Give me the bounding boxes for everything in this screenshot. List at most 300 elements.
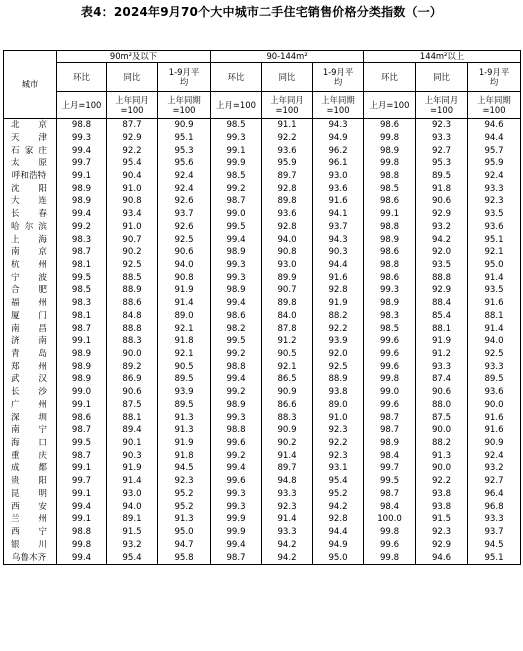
table-row <box>4 144 521 157</box>
value-cell: 92.1 <box>468 246 521 259</box>
table-row <box>4 297 521 310</box>
value-cell: 91.4 <box>107 475 158 488</box>
city-name: 重 庆 <box>11 450 47 461</box>
city-cell <box>4 424 57 437</box>
value-cell: 99.1 <box>364 208 416 221</box>
city-name: 银 川 <box>11 539 47 550</box>
value-cell: 99.1 <box>57 399 107 412</box>
city-cell <box>4 195 57 208</box>
city-name: 乌鲁木齐 <box>11 552 47 563</box>
city-name: 沈 阳 <box>11 183 47 194</box>
value-cell: 94.6 <box>468 119 521 132</box>
value-cell: 91.9 <box>313 297 364 310</box>
subcolumn-header: 环比 <box>364 63 416 92</box>
value-cell: 92.4 <box>468 170 521 183</box>
table-row <box>4 526 521 539</box>
value-cell: 90.2 <box>262 437 313 450</box>
value-cell: 88.4 <box>416 297 468 310</box>
table-title: 表4：2024年9月70个大中城市二手住宅销售价格分类指数（一） <box>80 5 443 19</box>
value-cell: 94.6 <box>416 551 468 564</box>
value-cell: 88.3 <box>107 335 158 348</box>
value-cell: 99.1 <box>57 488 107 501</box>
value-cell: 93.5 <box>468 284 521 297</box>
value-cell: 98.7 <box>211 551 262 564</box>
city-cell <box>4 501 57 514</box>
value-cell: 94.3 <box>313 119 364 132</box>
value-cell: 92.9 <box>416 539 468 552</box>
value-cell: 99.8 <box>364 373 416 386</box>
value-cell: 84.8 <box>107 310 158 323</box>
value-cell: 90.8 <box>262 246 313 259</box>
city-name: 长 沙 <box>11 387 47 398</box>
value-cell: 94.0 <box>158 259 211 272</box>
city-cell <box>4 297 57 310</box>
value-cell: 99.6 <box>211 437 262 450</box>
value-cell: 93.3 <box>262 526 313 539</box>
table-row <box>4 208 521 221</box>
table-row <box>4 399 521 412</box>
value-cell: 98.7 <box>364 488 416 501</box>
value-cell: 98.7 <box>57 323 107 336</box>
value-cell: 88.8 <box>107 323 158 336</box>
value-cell: 86.9 <box>107 373 158 386</box>
city-name: 太 原 <box>11 158 47 169</box>
value-cell: 94.3 <box>313 233 364 246</box>
value-cell: 99.1 <box>57 462 107 475</box>
value-cell: 95.2 <box>158 488 211 501</box>
city-name: 大 连 <box>11 196 47 207</box>
base-header: 上年同期=100 <box>313 92 364 119</box>
table-row <box>4 424 521 437</box>
city-cell <box>4 208 57 221</box>
value-cell: 98.5 <box>364 183 416 196</box>
city-name: 南 宁 <box>11 425 47 436</box>
value-cell: 90.0 <box>107 348 158 361</box>
subcolumn-header: 环比 <box>211 63 262 92</box>
value-cell: 92.2 <box>416 475 468 488</box>
value-cell: 99.2 <box>57 221 107 234</box>
value-cell: 92.1 <box>158 348 211 361</box>
value-cell: 89.0 <box>158 310 211 323</box>
value-cell: 92.8 <box>262 221 313 234</box>
value-cell: 92.8 <box>262 183 313 196</box>
city-cell <box>4 539 57 552</box>
value-cell: 92.3 <box>313 450 364 463</box>
city-name: 深 圳 <box>11 412 47 423</box>
value-cell: 88.2 <box>416 437 468 450</box>
value-cell: 92.4 <box>158 183 211 196</box>
value-cell: 87.5 <box>416 412 468 425</box>
value-cell: 99.7 <box>57 157 107 170</box>
value-cell: 98.3 <box>57 297 107 310</box>
value-cell: 91.6 <box>313 195 364 208</box>
table-row <box>4 310 521 323</box>
value-cell: 96.4 <box>468 488 521 501</box>
value-cell: 99.1 <box>57 513 107 526</box>
value-cell: 95.4 <box>313 475 364 488</box>
subcolumn-header: 环比 <box>57 63 107 92</box>
value-cell: 98.8 <box>57 119 107 132</box>
city-cell <box>4 437 57 450</box>
value-cell: 99.3 <box>211 259 262 272</box>
value-cell: 99.3 <box>211 412 262 425</box>
city-cell <box>4 412 57 425</box>
value-cell: 92.6 <box>158 195 211 208</box>
base-header: 上年同期=100 <box>468 92 521 119</box>
city-cell <box>4 246 57 259</box>
value-cell: 99.5 <box>211 335 262 348</box>
city-cell <box>4 183 57 196</box>
value-cell: 99.7 <box>364 462 416 475</box>
value-cell: 91.0 <box>107 221 158 234</box>
value-cell: 99.1 <box>57 170 107 183</box>
table-row <box>4 551 521 564</box>
value-cell: 89.2 <box>107 361 158 374</box>
value-cell: 90.8 <box>107 195 158 208</box>
table-row <box>4 488 521 501</box>
value-cell: 92.3 <box>262 501 313 514</box>
value-cell: 88.1 <box>107 412 158 425</box>
value-cell: 92.3 <box>416 526 468 539</box>
value-cell: 91.9 <box>416 335 468 348</box>
city-name: 宁 波 <box>11 272 47 283</box>
table-row <box>4 284 521 297</box>
value-cell: 99.0 <box>211 208 262 221</box>
value-cell: 91.8 <box>416 183 468 196</box>
value-cell: 91.6 <box>468 412 521 425</box>
value-cell: 93.3 <box>468 183 521 196</box>
value-cell: 92.2 <box>107 144 158 157</box>
value-cell: 99.4 <box>57 551 107 564</box>
value-cell: 91.4 <box>158 297 211 310</box>
value-cell: 90.2 <box>107 246 158 259</box>
value-cell: 94.5 <box>468 539 521 552</box>
value-cell: 90.6 <box>158 246 211 259</box>
value-cell: 89.5 <box>468 373 521 386</box>
value-cell: 95.3 <box>416 157 468 170</box>
value-cell: 95.2 <box>158 501 211 514</box>
table-row <box>4 386 521 399</box>
value-cell: 93.3 <box>468 361 521 374</box>
value-cell: 95.6 <box>158 157 211 170</box>
value-cell: 88.0 <box>416 399 468 412</box>
city-name: 海 口 <box>11 438 47 449</box>
city-name: 济 南 <box>11 336 47 347</box>
value-cell: 88.3 <box>262 412 313 425</box>
value-cell: 95.1 <box>468 233 521 246</box>
value-cell: 98.9 <box>211 399 262 412</box>
table-row <box>4 183 521 196</box>
value-cell: 90.0 <box>468 399 521 412</box>
city-name: 郑 州 <box>11 361 47 372</box>
city-cell <box>4 373 57 386</box>
value-cell: 91.2 <box>262 335 313 348</box>
subcolumn-header: 1-9月平均 <box>468 63 521 92</box>
value-cell: 93.7 <box>468 526 521 539</box>
city-name: 武 汉 <box>11 374 47 385</box>
value-cell: 92.3 <box>468 195 521 208</box>
city-name: 呼和浩特 <box>11 170 47 181</box>
value-cell: 93.9 <box>313 335 364 348</box>
value-cell: 99.9 <box>211 526 262 539</box>
value-cell: 95.0 <box>313 551 364 564</box>
value-cell: 91.4 <box>468 323 521 336</box>
value-cell: 99.3 <box>211 488 262 501</box>
value-cell: 91.9 <box>158 437 211 450</box>
value-cell: 94.1 <box>313 208 364 221</box>
value-cell: 99.5 <box>57 437 107 450</box>
value-cell: 100.0 <box>364 513 416 526</box>
value-cell: 98.6 <box>57 412 107 425</box>
value-cell: 91.3 <box>158 513 211 526</box>
value-cell: 93.8 <box>416 488 468 501</box>
value-cell: 99.6 <box>364 335 416 348</box>
value-cell: 90.3 <box>107 450 158 463</box>
value-cell: 92.4 <box>468 450 521 463</box>
table-row <box>4 233 521 246</box>
value-cell: 90.9 <box>262 386 313 399</box>
value-cell: 99.1 <box>57 335 107 348</box>
value-cell: 98.4 <box>364 501 416 514</box>
city-name: 兰 州 <box>11 514 47 525</box>
table-row <box>4 132 521 145</box>
value-cell: 94.9 <box>313 539 364 552</box>
city-cell <box>4 513 57 526</box>
value-cell: 93.6 <box>468 386 521 399</box>
city-cell <box>4 361 57 374</box>
value-cell: 93.6 <box>262 208 313 221</box>
value-cell: 90.7 <box>107 233 158 246</box>
table-row <box>4 246 521 259</box>
value-cell: 95.7 <box>468 144 521 157</box>
value-cell: 93.6 <box>468 221 521 234</box>
table-row <box>4 170 521 183</box>
table-row <box>4 450 521 463</box>
value-cell: 94.0 <box>107 501 158 514</box>
value-cell: 99.2 <box>211 348 262 361</box>
table-row <box>4 513 521 526</box>
group-header: 90-144m² <box>211 51 364 63</box>
value-cell: 92.7 <box>416 144 468 157</box>
city-cell <box>4 284 57 297</box>
value-cell: 99.4 <box>57 144 107 157</box>
value-cell: 98.2 <box>211 323 262 336</box>
value-cell: 98.8 <box>364 221 416 234</box>
subcolumn-header: 1-9月平均 <box>158 63 211 92</box>
value-cell: 94.4 <box>313 259 364 272</box>
table-row <box>4 272 521 285</box>
value-cell: 95.4 <box>107 551 158 564</box>
value-cell: 92.5 <box>158 233 211 246</box>
value-cell: 99.8 <box>57 539 107 552</box>
value-cell: 95.2 <box>313 488 364 501</box>
value-cell: 95.1 <box>468 551 521 564</box>
value-cell: 88.5 <box>107 272 158 285</box>
city-cell <box>4 335 57 348</box>
value-cell: 99.0 <box>57 386 107 399</box>
value-cell: 92.1 <box>262 361 313 374</box>
value-cell: 98.9 <box>57 361 107 374</box>
city-name: 贵 阳 <box>11 476 47 487</box>
value-cell: 91.0 <box>107 183 158 196</box>
value-cell: 95.3 <box>158 144 211 157</box>
value-cell: 91.9 <box>158 284 211 297</box>
value-cell: 98.7 <box>57 246 107 259</box>
value-cell: 86.5 <box>262 373 313 386</box>
value-cell: 95.0 <box>158 526 211 539</box>
value-cell: 94.2 <box>416 233 468 246</box>
value-cell: 92.9 <box>416 284 468 297</box>
city-name: 上 海 <box>11 234 47 245</box>
city-cell <box>4 475 57 488</box>
value-cell: 98.3 <box>364 310 416 323</box>
value-cell: 89.1 <box>107 513 158 526</box>
city-name: 北 京 <box>11 120 47 131</box>
value-cell: 92.5 <box>107 259 158 272</box>
value-cell: 90.1 <box>107 437 158 450</box>
value-cell: 99.4 <box>211 233 262 246</box>
value-cell: 98.8 <box>211 361 262 374</box>
value-cell: 92.9 <box>107 132 158 145</box>
value-cell: 94.5 <box>158 462 211 475</box>
city-name: 西 宁 <box>11 527 47 538</box>
value-cell: 91.8 <box>158 450 211 463</box>
value-cell: 89.4 <box>107 424 158 437</box>
value-cell: 93.5 <box>416 259 468 272</box>
value-cell: 99.9 <box>211 157 262 170</box>
value-cell: 98.9 <box>364 437 416 450</box>
value-cell: 89.5 <box>158 373 211 386</box>
value-cell: 92.3 <box>158 475 211 488</box>
value-cell: 95.8 <box>158 551 211 564</box>
city-cell <box>4 310 57 323</box>
group-header: 90m²及以下 <box>57 51 211 63</box>
value-cell: 95.1 <box>158 132 211 145</box>
value-cell: 88.9 <box>107 284 158 297</box>
value-cell: 96.1 <box>313 157 364 170</box>
value-cell: 98.3 <box>57 233 107 246</box>
value-cell: 99.6 <box>211 475 262 488</box>
value-cell: 99.7 <box>57 475 107 488</box>
value-cell: 96.8 <box>468 501 521 514</box>
city-name: 厦 门 <box>11 310 47 321</box>
price-index-table <box>3 50 521 565</box>
value-cell: 95.9 <box>262 157 313 170</box>
value-cell: 91.3 <box>158 412 211 425</box>
base-header: 上月=100 <box>211 92 262 119</box>
group-header: 144m²以上 <box>364 51 521 63</box>
value-cell: 99.8 <box>364 157 416 170</box>
value-cell: 94.8 <box>262 475 313 488</box>
value-cell: 92.0 <box>313 348 364 361</box>
value-cell: 93.2 <box>468 462 521 475</box>
value-cell: 88.9 <box>313 373 364 386</box>
value-cell: 99.6 <box>364 539 416 552</box>
city-name: 长 春 <box>11 209 47 220</box>
city-cell <box>4 157 57 170</box>
city-name: 成 都 <box>11 463 47 474</box>
value-cell: 98.9 <box>57 348 107 361</box>
city-cell <box>4 132 57 145</box>
value-cell: 92.3 <box>313 424 364 437</box>
value-cell: 92.5 <box>468 348 521 361</box>
value-cell: 90.9 <box>158 119 211 132</box>
city-cell <box>4 348 57 361</box>
value-cell: 91.4 <box>262 513 313 526</box>
table-row <box>4 462 521 475</box>
value-cell: 98.8 <box>364 170 416 183</box>
value-cell: 91.3 <box>416 450 468 463</box>
value-cell: 98.5 <box>57 284 107 297</box>
value-cell: 99.4 <box>211 539 262 552</box>
value-cell: 98.6 <box>211 310 262 323</box>
value-cell: 93.9 <box>158 386 211 399</box>
value-cell: 91.8 <box>158 335 211 348</box>
value-cell: 93.0 <box>107 488 158 501</box>
base-header: 上月=100 <box>364 92 416 119</box>
value-cell: 94.0 <box>468 335 521 348</box>
city-name: 福 州 <box>11 298 47 309</box>
city-name: 西 安 <box>11 501 47 512</box>
subcolumn-header: 1-9月平均 <box>313 63 364 92</box>
value-cell: 99.4 <box>57 208 107 221</box>
value-cell: 98.9 <box>364 144 416 157</box>
value-cell: 98.4 <box>364 450 416 463</box>
value-cell: 98.6 <box>364 272 416 285</box>
city-cell <box>4 462 57 475</box>
value-cell: 86.6 <box>262 399 313 412</box>
city-name: 石 家 庄 <box>11 145 47 156</box>
city-column-header: 城市 <box>4 51 57 119</box>
value-cell: 99.3 <box>57 132 107 145</box>
value-cell: 90.6 <box>107 386 158 399</box>
table-row <box>4 501 521 514</box>
table-row <box>4 437 521 450</box>
value-cell: 92.2 <box>313 323 364 336</box>
value-cell: 92.2 <box>262 132 313 145</box>
value-cell: 93.2 <box>416 221 468 234</box>
value-cell: 99.2 <box>211 183 262 196</box>
table-row <box>4 412 521 425</box>
value-cell: 98.7 <box>364 412 416 425</box>
value-cell: 98.9 <box>57 373 107 386</box>
value-cell: 94.9 <box>313 132 364 145</box>
value-cell: 99.4 <box>211 373 262 386</box>
value-cell: 90.9 <box>468 437 521 450</box>
value-cell: 94.2 <box>262 539 313 552</box>
value-cell: 92.3 <box>416 119 468 132</box>
city-cell <box>4 259 57 272</box>
city-cell <box>4 144 57 157</box>
value-cell: 90.6 <box>416 386 468 399</box>
value-cell: 98.9 <box>364 297 416 310</box>
base-header: 上年同月=100 <box>416 92 468 119</box>
city-name: 南 京 <box>11 247 47 258</box>
subcolumn-header: 同比 <box>107 63 158 92</box>
value-cell: 93.8 <box>313 386 364 399</box>
value-cell: 92.1 <box>158 323 211 336</box>
value-cell: 93.7 <box>158 208 211 221</box>
table-row <box>4 119 521 132</box>
value-cell: 93.3 <box>416 361 468 374</box>
table-row <box>4 361 521 374</box>
table-row <box>4 259 521 272</box>
value-cell: 92.9 <box>416 208 468 221</box>
value-cell: 92.2 <box>313 437 364 450</box>
value-cell: 98.7 <box>57 424 107 437</box>
value-cell: 98.9 <box>57 183 107 196</box>
table-row <box>4 475 521 488</box>
